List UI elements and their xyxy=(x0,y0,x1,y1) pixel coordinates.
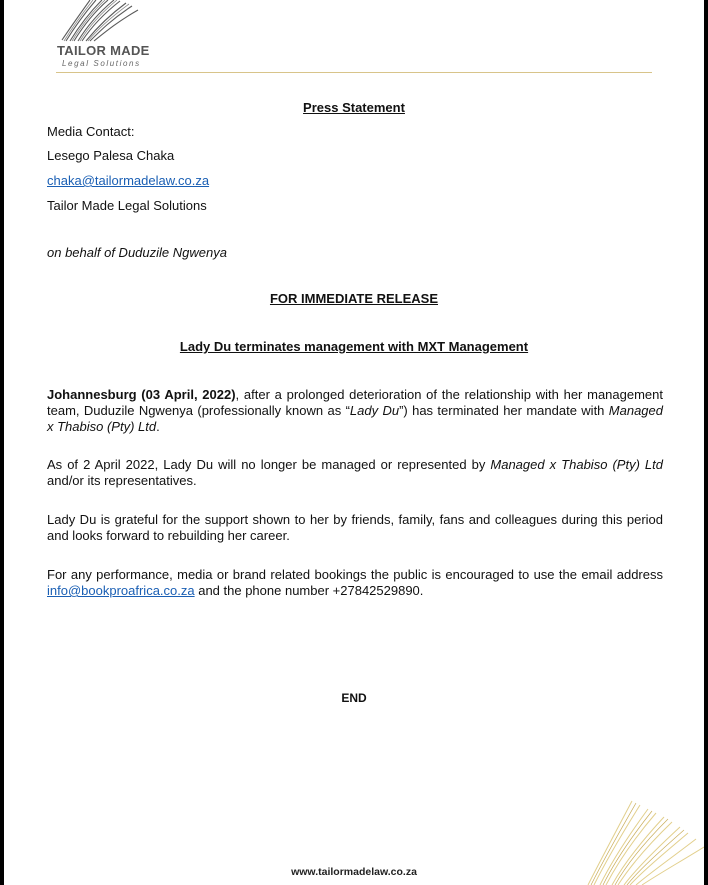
paragraph-2-text-a: As of 2 April 2022, Lady Du will no longer be managed or represented by xyxy=(47,457,491,472)
booking-email-link[interactable]: info@bookproafrica.co.za xyxy=(47,583,195,598)
paragraph-2 xyxy=(47,457,663,489)
release-line: FOR IMMEDIATE RELEASE xyxy=(269,291,439,306)
paragraph-1-lead: Johannesburg (03 April, 2022) xyxy=(47,387,236,402)
paragraph-1 xyxy=(47,387,663,435)
paragraph-1-artist-name: Lady Du xyxy=(349,403,400,418)
paragraph-4-text-a: For any performance, media or brand related bookings the public is encouraged to use the email address xyxy=(47,567,663,582)
paragraph-3: Lady Du is grateful for the support shown to her by friends, family, fans and colleagues during this period and looks forward to rebuilding her career. xyxy=(47,512,663,543)
paragraph-1-text-a: , after a prolonged deterioration of the relationship with her management team, Duduzile Ngwenya (professionally known as “ xyxy=(47,387,663,418)
paragraph-1-end: . xyxy=(156,419,160,434)
paragraph-1-text-b: ”) has terminated her mandate with xyxy=(399,403,609,418)
statement-title: Lady Du terminates management with MXT Management xyxy=(179,339,529,354)
paragraph-4 xyxy=(47,567,663,599)
paragraph-2-company: Managed x Thabiso (Pty) Ltd xyxy=(490,457,663,472)
end-marker: END xyxy=(341,691,367,705)
document-heading: Press Statement xyxy=(303,100,405,115)
contact-name: Lesego Palesa Chaka xyxy=(47,148,175,163)
paragraph-2-text-b: and/or its representatives. xyxy=(47,473,197,488)
logo-graphic xyxy=(60,0,142,42)
contact-label: Media Contact: xyxy=(47,124,135,139)
paragraph-1-company: Managed x Thabiso (Pty) Ltd xyxy=(47,403,663,434)
brand-name: TAILOR MADE xyxy=(57,43,150,58)
header-divider xyxy=(56,72,652,73)
behalf-line: on behalf of Duduzile Ngwenya xyxy=(47,245,227,260)
contact-company: Tailor Made Legal Solutions xyxy=(47,198,207,213)
document-page xyxy=(4,0,704,885)
footer-website: www.tailormadelaw.co.za xyxy=(291,866,417,878)
contact-email-link[interactable]: chaka@tailormadelaw.co.za xyxy=(47,173,210,188)
paragraph-4-text-b: and the phone number +27842529890. xyxy=(194,583,424,598)
brand-tagline: Legal Solutions xyxy=(62,59,141,68)
